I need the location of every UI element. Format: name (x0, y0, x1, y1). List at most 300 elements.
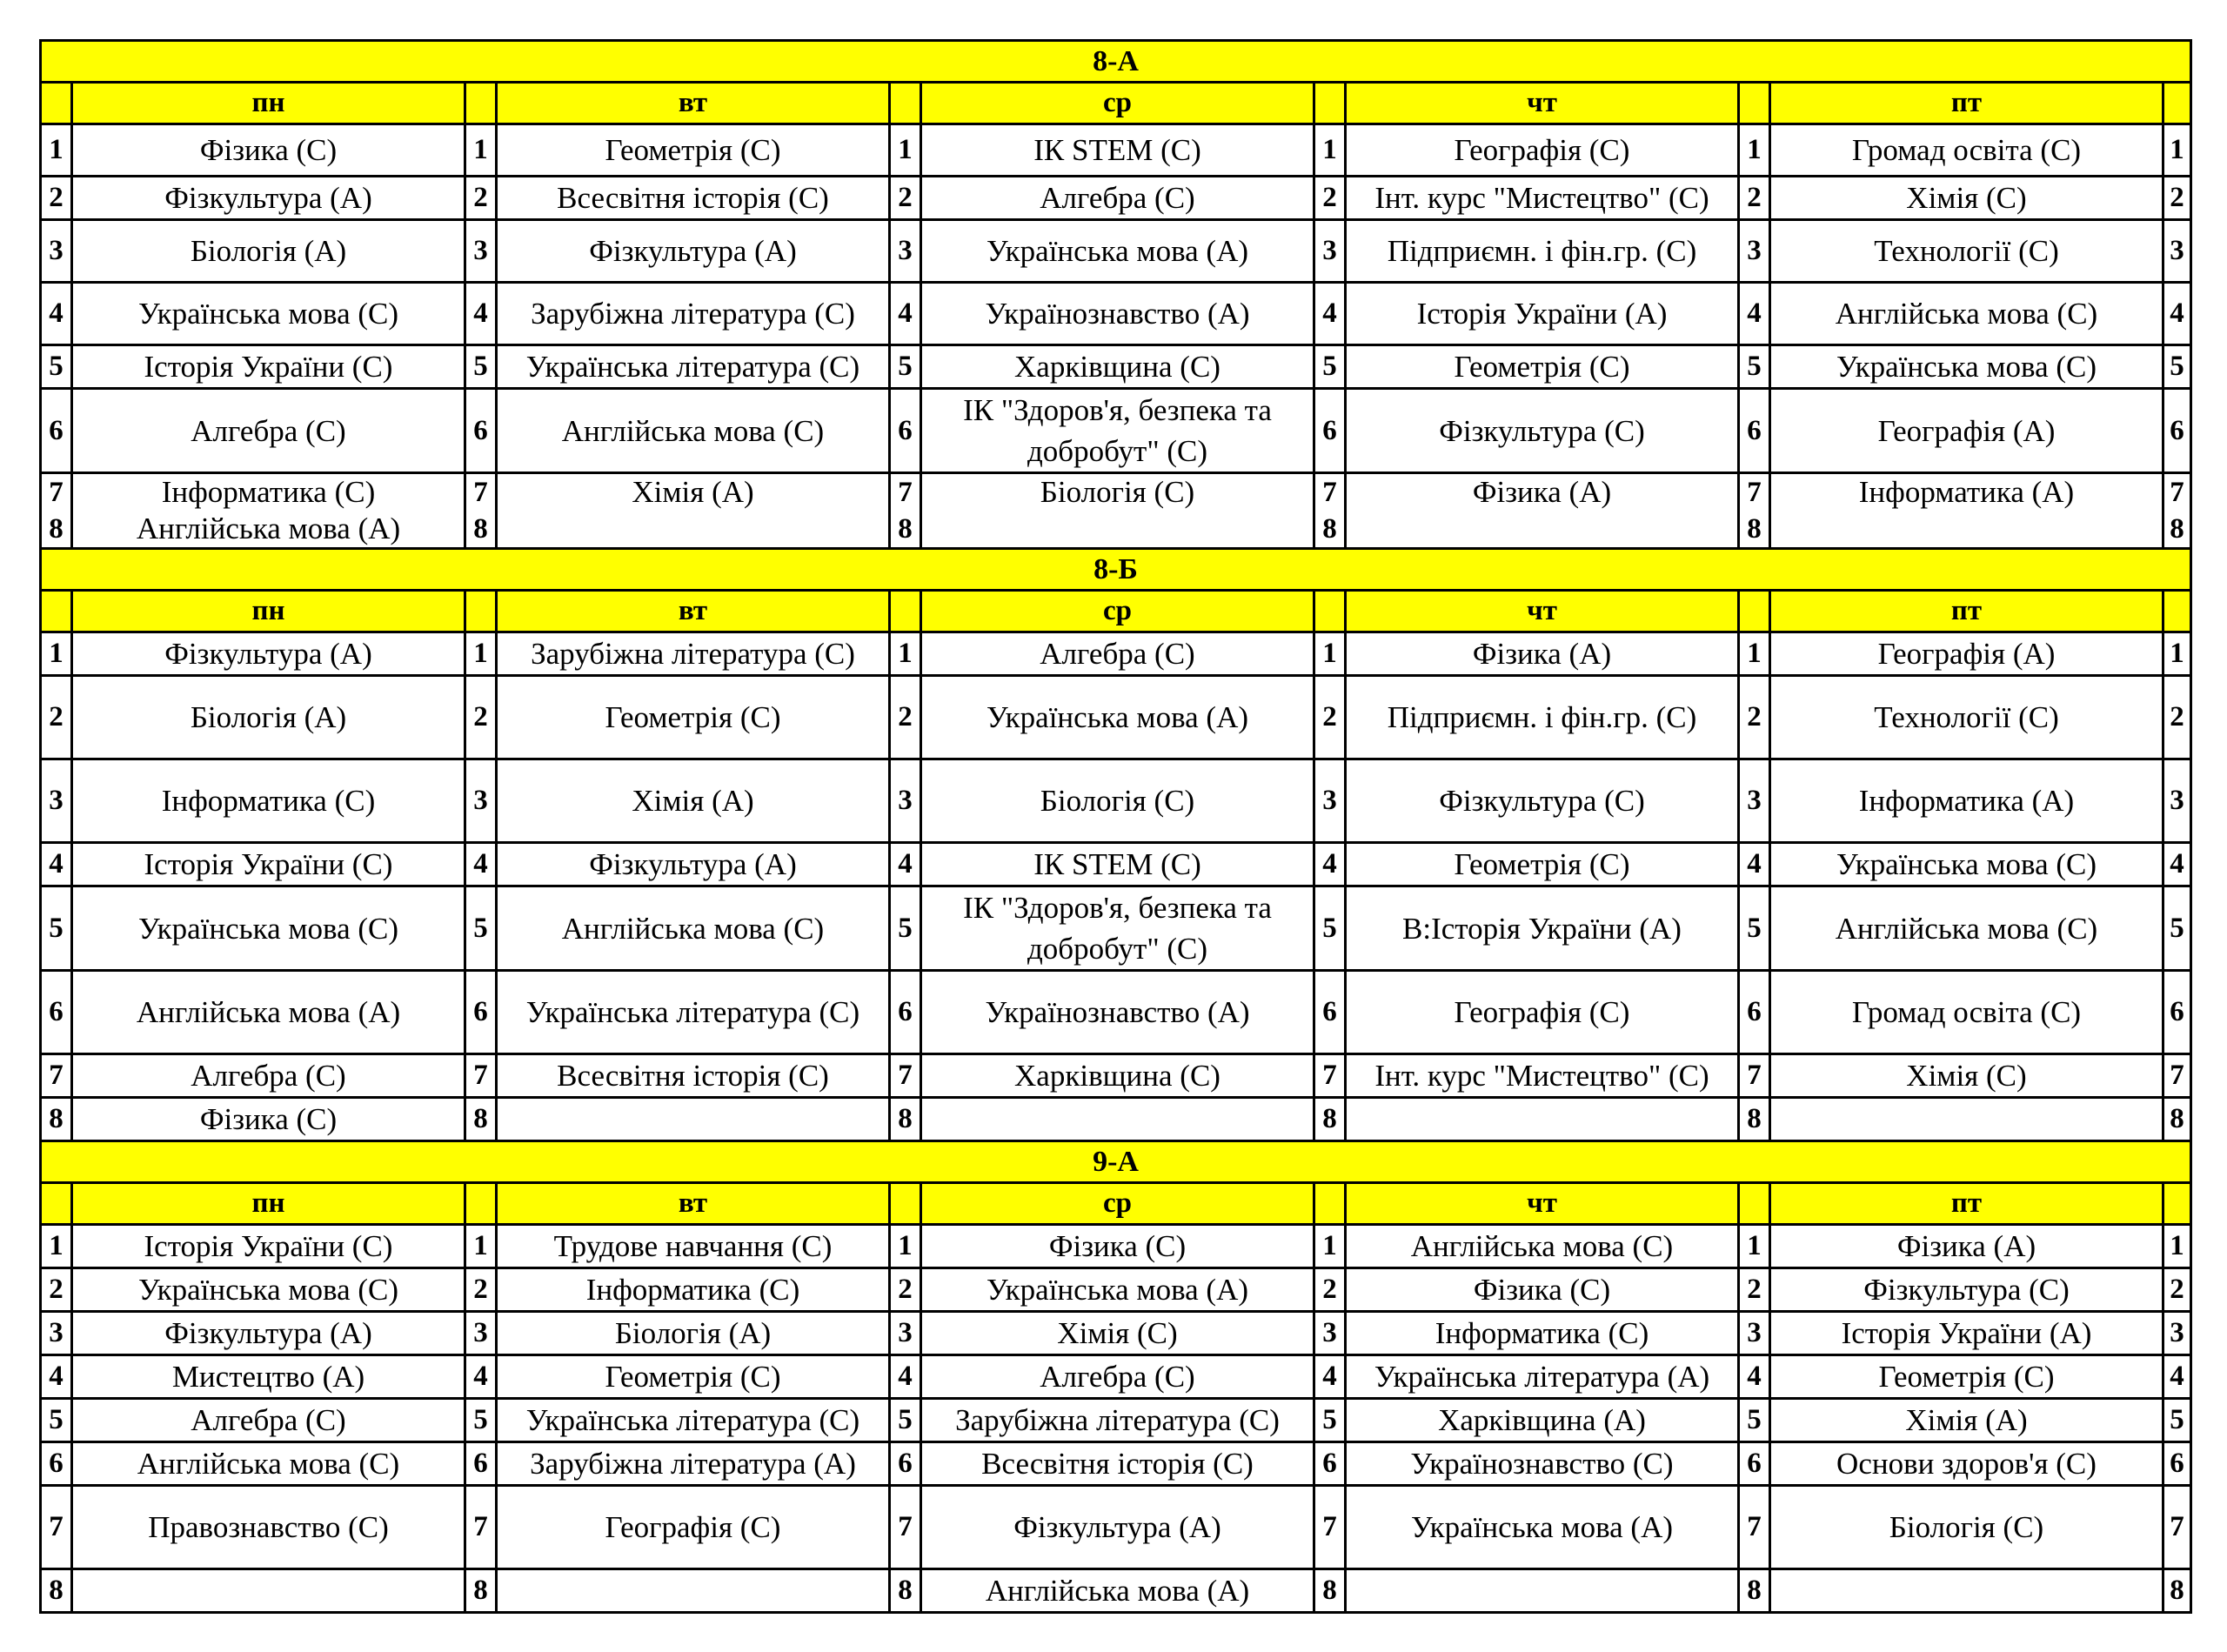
lesson-number: 2 (2163, 676, 2191, 759)
lesson-number: 5 (2163, 886, 2191, 971)
lesson-number: 3 (465, 1312, 497, 1355)
lesson-number: 4 (41, 283, 72, 345)
subject-cell: Алгебра (С) (72, 389, 465, 473)
subject-cell: Інформатика (А) (1770, 759, 2163, 843)
lesson-number: 4 (465, 1355, 497, 1399)
lesson-number-header (41, 83, 72, 124)
lesson-number: 6 (41, 389, 72, 473)
subject-cell: Біологія (С) (921, 759, 1314, 843)
lesson-number: 5 (41, 1399, 72, 1442)
weekday-header: вт (497, 83, 890, 124)
lesson-number: 4 (2163, 843, 2191, 886)
lesson-number: 7 (465, 1054, 497, 1098)
subject-cell: Історія України (С) (72, 345, 465, 389)
lesson-number: 2 (465, 676, 497, 759)
lesson-number: 1 (2163, 1225, 2191, 1268)
lesson-number-header (890, 591, 921, 632)
lesson-number: 7 (890, 1054, 921, 1098)
subject-cell: Фізика (С) (921, 1225, 1314, 1268)
lesson-number-header (1314, 83, 1346, 124)
lesson-number-value: 7 (1747, 477, 1762, 508)
lesson-number: 1 (890, 1225, 921, 1268)
lesson-number: 3 (2163, 1312, 2191, 1355)
lesson-number-header (2163, 591, 2191, 632)
subject-cell: Українська мова (С) (72, 886, 465, 971)
class-header-row (41, 549, 2191, 591)
weekday-header: чт (1346, 83, 1739, 124)
lesson-number-header (1739, 591, 1770, 632)
subject-cell: Правознавство (С) (72, 1486, 465, 1569)
lesson-number-header (890, 1183, 921, 1225)
lesson-number-header (2163, 1183, 2191, 1225)
lesson-number: 3 (41, 220, 72, 283)
subject-cell: Українська література (С) (497, 1399, 890, 1442)
subject-cell: Фізкультура (С) (1346, 389, 1739, 473)
subject-cell: Фізкультура (С) (1770, 1268, 2163, 1312)
lesson-number: 2 (1314, 177, 1346, 220)
lesson-number: 1 (890, 124, 921, 177)
lesson-number: 5 (465, 345, 497, 389)
lesson-number: 7 (41, 1486, 72, 1569)
lesson-number: 2 (1739, 1268, 1770, 1312)
subject-cell (497, 1098, 890, 1141)
lesson-row (41, 1225, 2191, 1268)
lesson-number: 3 (890, 1312, 921, 1355)
subject-cell: Основи здоров'я (С) (1770, 1442, 2163, 1486)
lesson-number-header (41, 591, 72, 632)
subject-cell: Зарубіжна література (А) (497, 1442, 890, 1486)
subject-cell: Геометрія (С) (497, 1355, 890, 1399)
lesson-number: 7 (1314, 1486, 1346, 1569)
lesson-row (41, 1054, 2191, 1098)
schedule-table (39, 39, 2192, 1614)
lesson-number-value: 8 (473, 513, 488, 545)
subject-cell: Фізика (С) (72, 124, 465, 177)
lesson-number: 2 (890, 676, 921, 759)
subject-cell: Фізика (С) (1346, 1268, 1739, 1312)
subject-cell: Англійська мова (С) (1770, 886, 2163, 971)
lesson-number: 6 (2163, 389, 2191, 473)
subject-cell: Підприємн. і фін.гр. (С) (1346, 220, 1739, 283)
lesson-number: 6 (465, 971, 497, 1054)
lesson-number: 2 (890, 1268, 921, 1312)
subject-cell: Історія України (А) (1346, 283, 1739, 345)
lesson-number: 4 (1739, 843, 1770, 886)
lesson-number: 8 (465, 1569, 497, 1613)
subject-cell: Фізика (С) (72, 1098, 465, 1141)
subject-cell: Хімія (А) (497, 473, 890, 549)
lesson-number: 7 (1314, 1054, 1346, 1098)
subject-cell: Геометрія (С) (497, 676, 890, 759)
lesson-number: 3 (2163, 759, 2191, 843)
lesson-number-value: 7 (2170, 477, 2184, 508)
class-title: 8-А (41, 41, 2191, 83)
lesson-number: 7 (2163, 1486, 2191, 1569)
subject-cell: Англійська мова (С) (1770, 283, 2163, 345)
lesson-number: 4 (465, 843, 497, 886)
lesson-number: 6 (465, 389, 497, 473)
subject-cell: ІК STEM (С) (921, 843, 1314, 886)
lesson-number: 2 (2163, 1268, 2191, 1312)
lesson-number: 2 (41, 177, 72, 220)
subject-cell: Географія (С) (497, 1486, 890, 1569)
lesson-number: 5 (890, 345, 921, 389)
lesson-number: 4 (2163, 283, 2191, 345)
lesson-number: 5 (465, 886, 497, 971)
lesson-number: 3 (1739, 759, 1770, 843)
weekday-header: чт (1346, 1183, 1739, 1225)
lesson-row (41, 1355, 2191, 1399)
subject-cell: Громад освіта (С) (1770, 124, 2163, 177)
lesson-number: 2 (465, 177, 497, 220)
subject-cell: Біологія (А) (497, 1312, 890, 1355)
subject-cell: Фізкультура (А) (497, 220, 890, 283)
subject-cell: Всесвітня історія (С) (497, 1054, 890, 1098)
subject-cell: Геометрія (С) (1770, 1355, 2163, 1399)
lesson-number: 6 (41, 1442, 72, 1486)
lesson-number: 4 (41, 1355, 72, 1399)
lesson-number: 8 (1314, 1098, 1346, 1141)
subject-cell: Хімія (С) (921, 1312, 1314, 1355)
subject-cell: Українська література (С) (497, 971, 890, 1054)
lesson-number: 4 (1314, 1355, 1346, 1399)
lesson-number: 5 (465, 1399, 497, 1442)
lesson-number-header (2163, 83, 2191, 124)
lesson-row (41, 389, 2191, 473)
lesson-number: 2 (890, 177, 921, 220)
lesson-row (41, 971, 2191, 1054)
lesson-number-header (465, 1183, 497, 1225)
class-title: 8-Б (41, 549, 2191, 591)
lesson-number: 6 (890, 1442, 921, 1486)
lesson-number: 2 (1314, 1268, 1346, 1312)
lesson-number: 8 (41, 1098, 72, 1141)
lesson-number: 1 (41, 124, 72, 177)
lesson-number: 7 (2163, 1054, 2191, 1098)
subject-cell (1770, 1098, 2163, 1141)
subject-cell: Технології (С) (1770, 676, 2163, 759)
lesson-number: 7 (41, 1054, 72, 1098)
weekday-header-row (41, 591, 2191, 632)
subject-cell: Українська мова (С) (1770, 843, 2163, 886)
subject-cell: Українська мова (С) (72, 1268, 465, 1312)
weekday-header-row (41, 1183, 2191, 1225)
lesson-row (41, 1442, 2191, 1486)
lesson-number-header (1314, 591, 1346, 632)
subject-cell: Геометрія (С) (1346, 843, 1739, 886)
lesson-row (41, 1399, 2191, 1442)
lesson-row (41, 1486, 2191, 1569)
weekday-header: пт (1770, 1183, 2163, 1225)
lesson-number: 5 (890, 886, 921, 971)
lesson-row (41, 220, 2191, 283)
subject-cell: Англійська мова (С) (1346, 1225, 1739, 1268)
subject-cell: Фізкультура (А) (72, 1312, 465, 1355)
lesson-number: 8 (890, 1098, 921, 1141)
lesson-number: 4 (41, 843, 72, 886)
subject-cell: Геометрія (С) (497, 124, 890, 177)
subject-cell (1346, 1098, 1739, 1141)
subject-cell: Біологія (А) (72, 220, 465, 283)
lesson-number (1739, 473, 1770, 549)
subject-cell (921, 1098, 1314, 1141)
lesson-number: 3 (465, 759, 497, 843)
lesson-number-header (1739, 83, 1770, 124)
lesson-number: 3 (2163, 220, 2191, 283)
lesson-number: 3 (41, 759, 72, 843)
lesson-number: 2 (1739, 676, 1770, 759)
lesson-number: 8 (890, 1569, 921, 1613)
lesson-row (41, 1569, 2191, 1613)
class-title: 9-А (41, 1141, 2191, 1183)
subject-cell: Географія (А) (1770, 632, 2163, 676)
lesson-number-value: 8 (1747, 513, 1762, 545)
subject-cell (1770, 1569, 2163, 1613)
lesson-number: 4 (1314, 843, 1346, 886)
lesson-number: 4 (1314, 283, 1346, 345)
lesson-number: 1 (465, 124, 497, 177)
subject-cell: Біологія (С) (921, 473, 1314, 549)
lesson-number (465, 473, 497, 549)
subject-cell: Хімія (А) (1770, 1399, 2163, 1442)
subject-cell: Мистецтво (А) (72, 1355, 465, 1399)
lesson-number: 6 (1739, 389, 1770, 473)
subject-cell: Технології (С) (1770, 220, 2163, 283)
lesson-number-value: 7 (473, 477, 488, 508)
weekday-header: пн (72, 1183, 465, 1225)
lesson-number: 2 (465, 1268, 497, 1312)
lesson-number: 7 (890, 1486, 921, 1569)
lesson-number: 3 (1314, 1312, 1346, 1355)
subject-cell: Алгебра (С) (72, 1054, 465, 1098)
lesson-number: 4 (890, 843, 921, 886)
lesson-number-value: 8 (898, 513, 913, 545)
lesson-number-value: 7 (1322, 477, 1337, 508)
lesson-number: 4 (465, 283, 497, 345)
subject-cell: Українська мова (А) (921, 676, 1314, 759)
subject-cell: Інформатика (С) (72, 759, 465, 843)
subject-cell: Географія (С) (1346, 124, 1739, 177)
lesson-number: 1 (2163, 124, 2191, 177)
lesson-number: 5 (41, 345, 72, 389)
lesson-row (41, 345, 2191, 389)
subject-cell: Хімія (С) (1770, 1054, 2163, 1098)
weekday-header: пт (1770, 591, 2163, 632)
subject-cell: Фізкультура (С) (1346, 759, 1739, 843)
subject-cell: Українська мова (С) (72, 283, 465, 345)
lesson-number: 3 (890, 220, 921, 283)
lesson-number: 2 (41, 676, 72, 759)
subject-cell: Біологія (А) (72, 676, 465, 759)
lesson-number: 8 (2163, 1569, 2191, 1613)
lesson-row (41, 1268, 2191, 1312)
subject-cell: Українська література (А) (1346, 1355, 1739, 1399)
lesson-number-header (465, 83, 497, 124)
weekday-header: пт (1770, 83, 2163, 124)
lesson-number: 7 (1739, 1054, 1770, 1098)
lesson-number: 5 (1314, 886, 1346, 971)
lesson-number: 8 (2163, 1098, 2191, 1141)
subject-cell: Всесвітня історія (С) (921, 1442, 1314, 1486)
lesson-number-header (890, 83, 921, 124)
subject-cell: Географія (А) (1770, 389, 2163, 473)
subject-cell: Українська мова (А) (921, 220, 1314, 283)
lesson-number: 4 (890, 283, 921, 345)
lesson-number: 5 (2163, 345, 2191, 389)
subject-cell: Всесвітня історія (С) (497, 177, 890, 220)
subject-cell: Інт. курс "Мистецтво" (С) (1346, 1054, 1739, 1098)
subject-cell: Фізкультура (А) (72, 632, 465, 676)
subject-cell: Історія України (А) (1770, 1312, 2163, 1355)
lesson-number: 5 (41, 886, 72, 971)
subject-cell: Біологія (С) (1770, 1486, 2163, 1569)
weekday-header: ср (921, 591, 1314, 632)
lesson-row (41, 676, 2191, 759)
lesson-row (41, 843, 2191, 886)
subject-cell: Геометрія (С) (1346, 345, 1739, 389)
weekday-header: пн (72, 591, 465, 632)
lesson-number: 8 (1314, 1569, 1346, 1613)
lesson-number: 1 (1739, 1225, 1770, 1268)
subject-cell: Українознавство (С) (1346, 1442, 1739, 1486)
lesson-number: 2 (1739, 177, 1770, 220)
lesson-number: 1 (1314, 124, 1346, 177)
lesson-number: 1 (1314, 1225, 1346, 1268)
lesson-number (1314, 473, 1346, 549)
weekday-header: пн (72, 83, 465, 124)
subject-cell: Харківщина (С) (921, 1054, 1314, 1098)
lesson-number: 7 (465, 1486, 497, 1569)
lesson-number: 6 (1314, 389, 1346, 473)
lesson-number: 3 (41, 1312, 72, 1355)
weekday-header: чт (1346, 591, 1739, 632)
weekday-header: ср (921, 1183, 1314, 1225)
lesson-number: 6 (465, 1442, 497, 1486)
subject-cell: Харківщина (С) (921, 345, 1314, 389)
subject-cell (72, 1569, 465, 1613)
subject-cell: Фізкультура (А) (497, 843, 890, 886)
class-header-row (41, 1141, 2191, 1183)
lesson-number (2163, 473, 2191, 549)
subject-cell: ІК "Здоров'я, безпека та добробут" (С) (921, 389, 1314, 473)
subject-cell: Фізкультура (А) (72, 177, 465, 220)
subject-cell: Алгебра (С) (921, 1355, 1314, 1399)
lesson-number: 1 (1314, 632, 1346, 676)
lesson-number: 3 (1314, 220, 1346, 283)
lesson-number: 5 (1739, 886, 1770, 971)
lesson-number: 1 (465, 632, 497, 676)
lesson-row (41, 632, 2191, 676)
class-header-row (41, 41, 2191, 83)
lesson-number: 1 (465, 1225, 497, 1268)
subject-cell: Фізика (А) (1346, 632, 1739, 676)
lesson-row (41, 759, 2191, 843)
lesson-row (41, 124, 2191, 177)
subject-cell: Фізкультура (А) (921, 1486, 1314, 1569)
subject-cell: Інформатика (С) (497, 1268, 890, 1312)
lesson-number-value: 7 (49, 477, 64, 508)
lesson-number: 4 (1739, 1355, 1770, 1399)
subject-cell: Українська мова (С) (1770, 345, 2163, 389)
lesson-number: 1 (890, 632, 921, 676)
lesson-number-header (1314, 1183, 1346, 1225)
subject-cell: Алгебра (С) (72, 1399, 465, 1442)
lesson-number: 1 (2163, 632, 2191, 676)
lesson-number: 4 (2163, 1355, 2191, 1399)
subject-cell: Українська література (С) (497, 345, 890, 389)
lesson-number: 8 (465, 1098, 497, 1141)
lesson-number-header (1739, 1183, 1770, 1225)
lesson-number: 6 (2163, 1442, 2191, 1486)
subject-cell: Англійська мова (А) (72, 971, 465, 1054)
subject-cell: Хімія (А) (497, 759, 890, 843)
subject-cell: Українознавство (А) (921, 283, 1314, 345)
lesson-number: 5 (1314, 345, 1346, 389)
lesson-number: 6 (2163, 971, 2191, 1054)
subject-cell: Зарубіжна література (С) (497, 283, 890, 345)
subject-cell: ІК STEM (С) (921, 124, 1314, 177)
subject-cell: Українознавство (А) (921, 971, 1314, 1054)
subject-cell: Харківщина (А) (1346, 1399, 1739, 1442)
subject-cell: Хімія (С) (1770, 177, 2163, 220)
lesson-number-value: 8 (49, 513, 64, 545)
subject-cell: Зарубіжна література (С) (497, 632, 890, 676)
weekday-header-row (41, 83, 2191, 124)
lesson-number: 5 (1314, 1399, 1346, 1442)
subject-cell: Зарубіжна література (С) (921, 1399, 1314, 1442)
subject-cell: Англійська мова (А) (921, 1569, 1314, 1613)
subject-cell: Інт. курс "Мистецтво" (С) (1346, 177, 1739, 220)
lesson-number: 6 (1739, 1442, 1770, 1486)
subject-cell: Інформатика (А) (1770, 473, 2163, 549)
lesson-number-header (41, 1183, 72, 1225)
subject-cell: Фізика (А) (1770, 1225, 2163, 1268)
subject-cell: Українська мова (А) (1346, 1486, 1739, 1569)
lesson-number-header (465, 591, 497, 632)
subject-cell: Українська мова (А) (921, 1268, 1314, 1312)
subject-cell: Фізика (А) (1346, 473, 1739, 549)
subject-cell: Алгебра (С) (921, 177, 1314, 220)
weekday-header: вт (497, 591, 890, 632)
lesson-number: 6 (1314, 1442, 1346, 1486)
lesson-number: 8 (1739, 1098, 1770, 1141)
lesson-number: 8 (1739, 1569, 1770, 1613)
subject-cell: ІК "Здоров'я, безпека та добробут" (С) (921, 886, 1314, 971)
subject-cell: Англійська мова (С) (72, 1442, 465, 1486)
lesson-number: 2 (41, 1268, 72, 1312)
lesson-number: 4 (890, 1355, 921, 1399)
lesson-number (890, 473, 921, 549)
subject-cell: Підприємн. і фін.гр. (С) (1346, 676, 1739, 759)
lesson-number: 7 (1739, 1486, 1770, 1569)
lesson-number: 6 (1739, 971, 1770, 1054)
lesson-number: 1 (1739, 632, 1770, 676)
lesson-number: 2 (1314, 676, 1346, 759)
lesson-number: 8 (41, 1569, 72, 1613)
subject-cell: Англійська мова (С) (497, 886, 890, 971)
lesson-number: 3 (890, 759, 921, 843)
lesson-number: 6 (41, 971, 72, 1054)
weekday-header: вт (497, 1183, 890, 1225)
lesson-number: 6 (890, 971, 921, 1054)
subject-cell (497, 1569, 890, 1613)
subject-cell: Громад освіта (С) (1770, 971, 2163, 1054)
lesson-number: 3 (1314, 759, 1346, 843)
lesson-number: 3 (465, 220, 497, 283)
lesson-number: 2 (2163, 177, 2191, 220)
lesson-number: 6 (890, 389, 921, 473)
lesson-number: 1 (41, 632, 72, 676)
